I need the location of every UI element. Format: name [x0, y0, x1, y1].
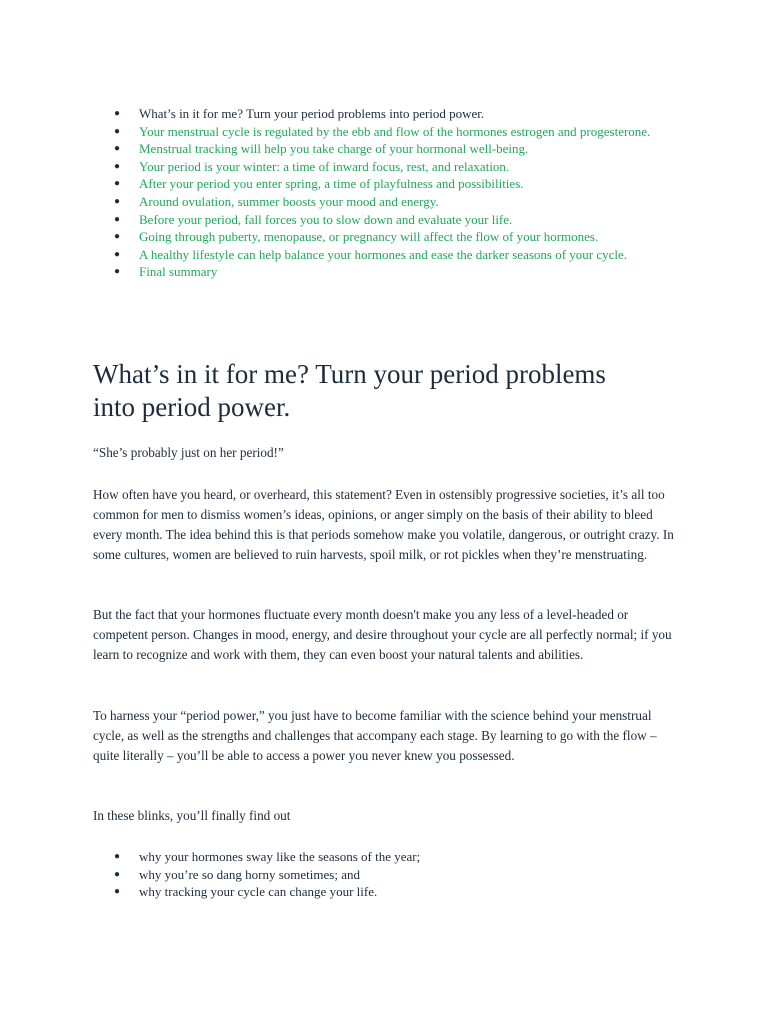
body-paragraph: But the fact that your hormones fluctuate every month doesn't make you any less of a level-headed or competent person. Changes in mood, energy, and desire throughout your cycle are all perfectly normal; if you learn to recognize and work with them, they can even boost your natural talents and abilities.: [93, 607, 672, 662]
toc-link-label[interactable]: Around ovulation, summer boosts your mood and energy.: [139, 193, 439, 209]
toc-link[interactable]: [114, 193, 729, 211]
toc-link-label[interactable]: A healthy lifestyle can help balance your hormones and ease the darker seasons of your cycle.: [139, 246, 628, 262]
toc-item: [114, 105, 729, 123]
toc-link[interactable]: [114, 263, 729, 281]
toc-link-label[interactable]: Your period is your winter: a time of inward focus, rest, and relaxation.: [139, 158, 510, 174]
toc-link-label[interactable]: Your menstrual cycle is regulated by the ebb and flow of the hormones estrogen and progesterone.: [139, 123, 651, 139]
bullet-icon: ●: [114, 248, 121, 260]
toc-link[interactable]: [114, 246, 729, 264]
intro-paragraph: In these blinks, you’ll finally find out: [93, 808, 291, 823]
bullet-icon: ●: [114, 213, 121, 225]
toc-link-label[interactable]: Before your period, fall forces you to slow down and evaluate your life.: [139, 211, 513, 227]
key-points-list: [93, 848, 729, 901]
list-item: [114, 848, 729, 866]
toc-link[interactable]: [114, 228, 729, 246]
toc-link-label[interactable]: Menstrual tracking will help you take charge of your hormonal well-being.: [139, 141, 529, 157]
body-paragraph: How often have you heard, or overheard, this statement? Even in ostensibly progressive societies, it’s all too common for men to dismiss women’s ideas, opinions, or anger simply on the basis of their ability to bleed every month. The idea behind this is that periods somehow make you volatile, dangerous, or outright crazy. In some cultures, women are believed to ruin harvests, spoil milk, or rot pickles when they’re menstruating.: [93, 487, 674, 562]
table-of-contents: [93, 105, 729, 281]
bullet-icon: ●: [114, 143, 121, 155]
toc-link[interactable]: [114, 158, 729, 176]
bullet-icon: ●: [114, 886, 121, 898]
bullet-icon: ●: [114, 160, 121, 172]
quote-paragraph: “She’s probably just on her period!”: [93, 445, 284, 460]
toc-link-label[interactable]: Final summary: [139, 264, 218, 280]
bullet-icon: ●: [114, 125, 121, 137]
list-item: [114, 883, 729, 901]
toc-link[interactable]: [114, 140, 729, 158]
list-item-label: why tracking your cycle can change your life.: [139, 884, 378, 900]
toc-link[interactable]: [114, 175, 729, 193]
list-item-label: why you’re so dang horny sometimes; and: [139, 866, 360, 882]
bullet-icon: ●: [114, 868, 121, 880]
bullet-icon: ●: [114, 851, 121, 862]
toc-link-label[interactable]: After your period you enter spring, a time of playfulness and possibilities.: [139, 176, 524, 192]
bullet-icon: ●: [114, 108, 121, 119]
list-item-label: why your hormones sway like the seasons of the year;: [139, 849, 421, 864]
section-heading: What’s in it for me? Turn your period problems into period power.: [93, 359, 606, 422]
bullet-icon: ●: [114, 195, 121, 207]
list-item: [114, 866, 729, 884]
toc-item-label: What’s in it for me? Turn your period problems into period power.: [139, 106, 485, 121]
bullet-icon: ●: [114, 266, 121, 278]
bullet-icon: ●: [114, 231, 121, 243]
body-paragraph: To harness your “period power,” you just have to become familiar with the science behind your menstrual cycle, as well as the strengths and challenges that accompany each stage. By learning to go with the flow – quite literally – you’ll be able to access a power you never knew you possessed.: [93, 708, 657, 763]
toc-link-label[interactable]: Going through puberty, menopause, or pregnancy will affect the flow of your hormones.: [139, 229, 599, 245]
toc-link[interactable]: [114, 123, 729, 141]
toc-link[interactable]: [114, 211, 729, 229]
bullet-icon: ●: [114, 178, 121, 190]
